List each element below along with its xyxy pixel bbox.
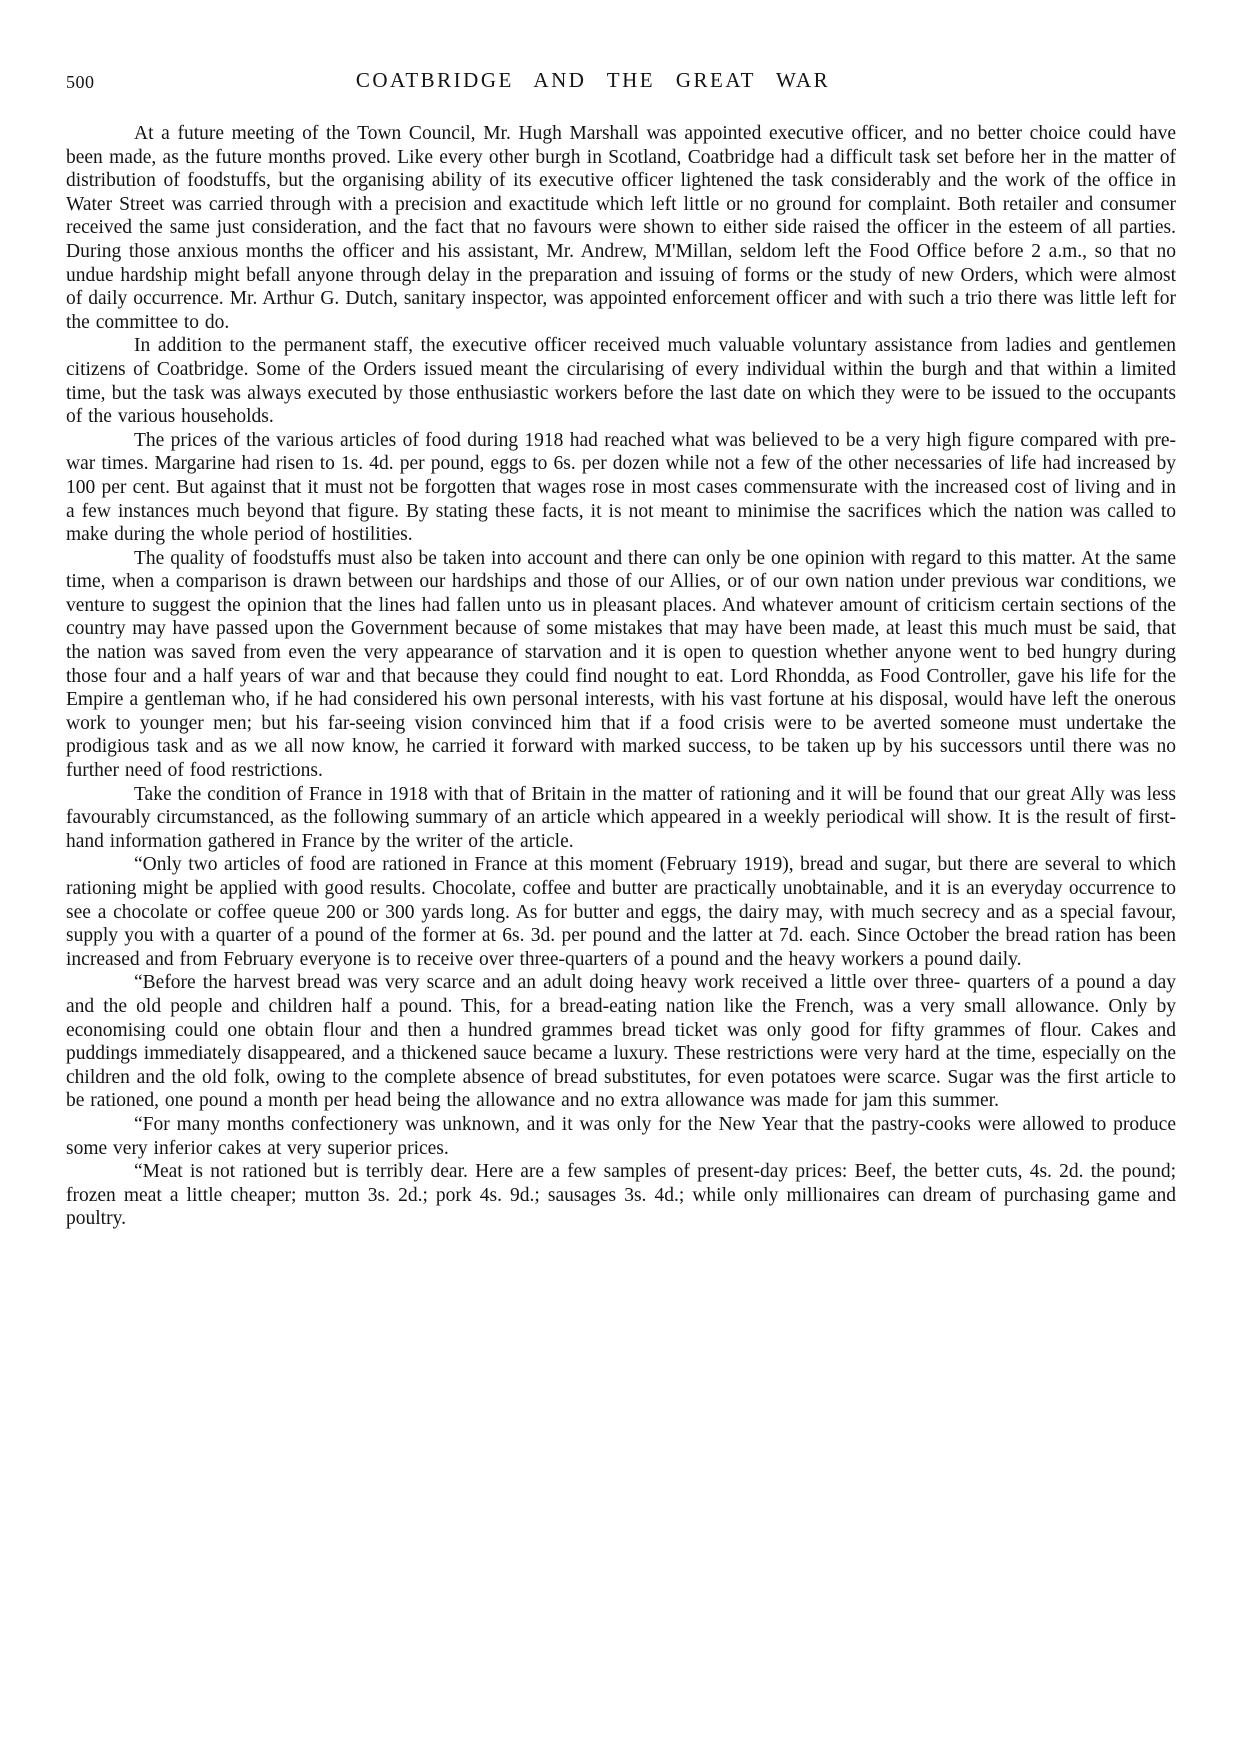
paragraph: “For many months confectionery was unknown, and it was only for the New Year that the pastry-cooks were allowed to produce some very inferior cakes at very superior prices. (66, 1113, 1176, 1159)
page-number: 500 (66, 72, 95, 92)
paragraph: “Meat is not rationed but is terribly dear. Here are a few samples of present-day prices: Beef, the better cuts, 4s. 2d. the pound; frozen meat a little cheaper; mutton 3s. 2d.; pork 4s. 9d.; sausages 3s. 4d.; while only millionaires can dream of purchasing game and poultry. (66, 1161, 1176, 1230)
page-header (66, 68, 1176, 98)
paragraph: Take the condition of France in 1918 with that of Britain in the matter of rationing and it will be found that our great Ally was less favourably circumstanced, as the following summary of an article which appeared in a weekly periodical will show. It is the result of first-hand information gathered in France by the writer of the article. (66, 783, 1176, 852)
paragraph: The quality of foodstuffs must also be taken into account and there can only be one opinion with regard to this matter. At the same time, when a comparison is drawn between our hardships and those of our Allies, or of our own nation under previous war conditions, we venture to suggest the opinion that the lines had fallen unto us in pleasant places. And whatever amount of criticism certain sections of the country may have passed upon the Government because of some mistakes that may have been made, at least this much must be said, that the nation was saved from even the very appearance of starvation and it is open to question whether anyone went to bed hungry during those four and a half years of war and that because they could find nought to eat. Lord Rhondda, as Food Controller, gave his life for the Empire a gentleman who, if he had considered his own personal interests, with his vast fortune at his disposal, would have left the onerous work to younger men; but his far-seeing vision convinced him that if a food crisis were to be averted someone must undertake the prodigious task and as we all now know, he carried it forward with marked success, to be taken up by his successors until there was no further need of food restrictions. (66, 547, 1176, 782)
page-body (66, 122, 1176, 1231)
paragraph: The prices of the various articles of food during 1918 had reached what was believed to be a very high figure compared with pre-war times. Margarine had risen to 1s. 4d. per pound, eggs to 6s. per dozen while not a few of the other necessaries of life had increased by 100 per cent. But against that it must not be forgotten that wages rose in most cases commensurate with the increased cost of living and in a few instances much beyond that figure. By stating these facts, it is not meant to minimise the sacrifices which the nation was called to make during the whole period of hostilities. (66, 429, 1176, 546)
paragraph: In addition to the permanent staff, the executive officer received much valuable voluntary assistance from ladies and gentlemen citizens of Coatbridge. Some of the Orders issued meant the circularising of every individual within the burgh and that within a limited time, but the task was always executed by those enthusiastic workers before the last date on which they were to be issued to the occupants of the various households. (66, 335, 1176, 428)
paragraph: “Before the harvest bread was very scarce and an adult doing heavy work received a little over three- quarters of a pound a day and the old people and children half a pound. This, for a bread-eating nation like the French, was a very small allowance. Only by economising could one obtain flour and then a hundred grammes bread ticket was only good for fifty grammes of flour. Cakes and puddings immediately disappeared, and a thickened sauce became a luxury. These restrictions were very hard at the time, especially on the children and the old folk, owing to the complete absence of bread substitutes, for even potatoes were scarce. Sugar was the first article to be rationed, one pound a month per head being the allowance and no extra allowance was made for jam this summer. (66, 972, 1176, 1112)
page-title: COATBRIDGE AND THE GREAT WAR (355, 68, 831, 92)
paragraph: At a future meeting of the Town Council, Mr. Hugh Marshall was appointed executive officer, and no better choice could have been made, as the future months proved. Like every other burgh in Scotland, Coatbridge had a difficult task set before her in the matter of distribution of foodstuffs, but the organising ability of its executive officer lightened the task considerably and the work of the office in Water Street was carried through with a precision and exactitude which left little or no ground for complaint. Both retailer and consumer received the same just consideration, and the fact that no favours were shown to either side raised the officer in the esteem of all parties. During those anxious months the officer and his assistant, Mr. Andrew, M'Millan, seldom left the Food Office before 2 a.m., so that no undue hardship might befall anyone through delay in the preparation and issuing of forms or the study of new Orders, which were almost of daily occurrence. Mr. Arthur G. Dutch, sanitary inspector, was appointed enforcement officer and with such a trio there was little left for the committee to do. (66, 123, 1176, 333)
paragraph: “Only two articles of food are rationed in France at this moment (February 1919), bread and sugar, but there are several to which rationing might be applied with good results. Chocolate, coffee and butter are practically unobtainable, and it is an everyday occurrence to see a chocolate or coffee queue 200 or 300 yards long. As for butter and eggs, the dairy may, with much secrecy and as a special favour, supply you with a quarter of a pound of the former at 6s. 3d. per pound and the latter at 7d. each. Since October the bread ration has been increased and from February everyone is to receive over three-quarters of a pound and the heavy workers a pound daily. (66, 854, 1176, 970)
